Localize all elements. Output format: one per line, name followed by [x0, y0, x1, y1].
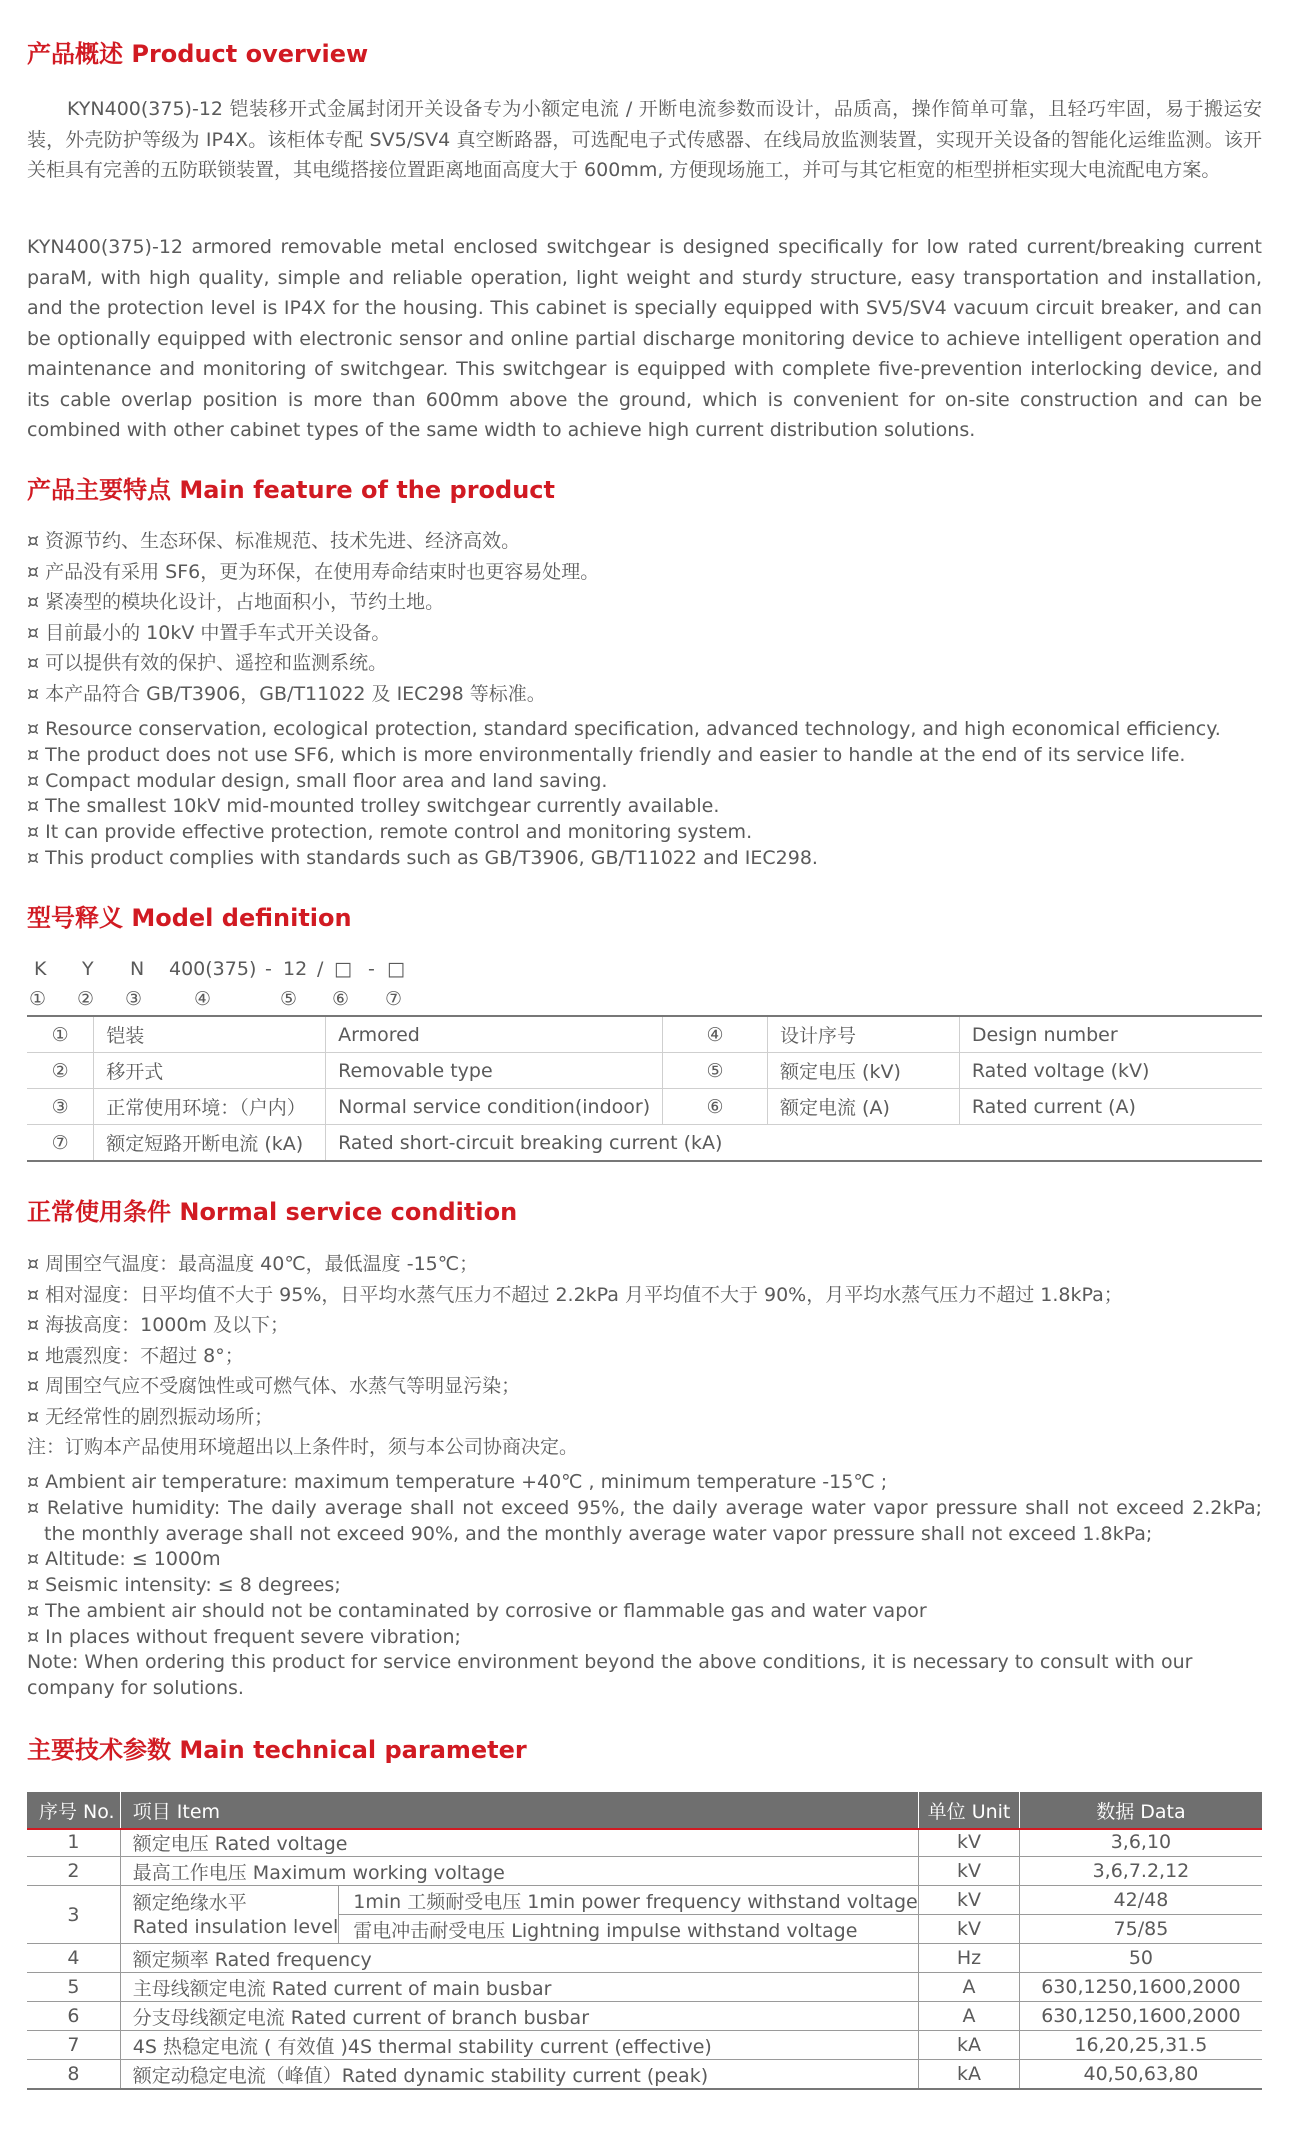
list-item: ¤ 产品没有采用 SF6，更为环保，在使用寿命结束时也更容易处理。 [27, 560, 600, 583]
model-code-part: □ [387, 958, 405, 980]
table-cell: 1min 工频耐受电压 1min power frequency withstand voltage [339, 1886, 919, 1915]
table-cell: 雷电冲击耐受电压 Lightning impulse withstand voltage [339, 1915, 919, 1944]
table-row [27, 1053, 1262, 1089]
table-cell: Rated current (A) [959, 1089, 1262, 1125]
table-cell: 主母线额定电流 Rated current of main busbar [120, 1973, 918, 2002]
table-cell: ⑤ [663, 1053, 768, 1089]
table-cell: 16,20,25,31.5 [1019, 2031, 1262, 2060]
features-title: 产品主要特点 Main feature of the product [27, 476, 555, 504]
list-item: ¤ Altitude: ≤ 1000m [27, 1548, 221, 1571]
table-cell: kV [919, 1915, 1020, 1944]
header-underline-divider [27, 1828, 1262, 1830]
table-cell: 6 [27, 2002, 120, 2031]
list-item: ¤ 目前最小的 10kV 中置手车式开关设备。 [27, 621, 391, 644]
model-code-number: ⑥ [332, 988, 350, 1010]
table-cell: 630,1250,1600,2000 [1019, 2002, 1262, 2031]
table-cell: 3,6,10 [1019, 1828, 1262, 1857]
model-code-number: ① [29, 988, 47, 1010]
model-definition-table [27, 1015, 1262, 1162]
table-cell: 正常使用环境：（户内） [94, 1089, 326, 1125]
list-item: ¤ Seismic intensity: ≤ 8 degrees; [27, 1574, 341, 1597]
table-cell: 4 [27, 1944, 120, 1973]
table-row [27, 2002, 1262, 2031]
table-row [27, 1944, 1262, 1973]
table-cell: 额定频率 Rated frequency [120, 1944, 918, 1973]
table-cell: kA [919, 2031, 1020, 2060]
table-cell: 3,6,7.2,12 [1019, 1857, 1262, 1886]
table-cell: 1 [27, 1828, 120, 1857]
table-cell: ② [27, 1053, 94, 1089]
table-cell: 额定短路开断电流 (kA) [94, 1125, 326, 1162]
table-cell: 设计序号 [768, 1016, 960, 1053]
model-code-part: - [368, 958, 375, 980]
table-cell [120, 1886, 338, 1944]
table-cell: 7 [27, 2031, 120, 2060]
model-code-number: ④ [194, 988, 212, 1010]
model-code-number: ⑤ [280, 988, 298, 1010]
table-row [27, 2060, 1262, 2090]
table-cell: ⑦ [27, 1125, 94, 1162]
column-header: 项目 Item [120, 1792, 918, 1828]
table-cell: kA [919, 2060, 1020, 2090]
table-cell: kV [919, 1857, 1020, 1886]
table-cell: 75/85 [1019, 1915, 1262, 1944]
model-code-part: - [265, 958, 272, 980]
table-cell: 2 [27, 1857, 120, 1886]
model-code-number: ② [77, 988, 95, 1010]
list-item: ¤ It can provide effective protection, remote control and monitoring system. [27, 821, 753, 844]
list-item: ¤ 相对湿度：日平均值不大于 95%，日平均水蒸气压力不超过 2.2kPa 月平均值不大于 90%，月平均水蒸气压力不超过 1.8kPa； [27, 1283, 1123, 1306]
service-en-note: Note: When ordering this product for service environment beyond the above conditions, it is necessary to consult with our company for solutions. [27, 1651, 1193, 1699]
list-item: ¤ The ambient air should not be contaminated by corrosive or flammable gas and water vapor [27, 1599, 927, 1622]
item-cn-label: 额定绝缘水平 [132, 1891, 247, 1914]
list-item: ¤ The smallest 10kV mid-mounted trolley switchgear currently available. [27, 795, 720, 818]
model-code-number: ⑦ [385, 988, 403, 1010]
model-code-numbers [27, 988, 447, 1016]
table-cell: 50 [1019, 1944, 1262, 1973]
list-item: ¤ 海拔高度：1000m 及以下； [27, 1314, 290, 1336]
table-cell: 5 [27, 1973, 120, 2002]
features-en-list [27, 717, 1262, 872]
overview-title: 产品概述 Product overview [27, 40, 369, 68]
table-cell: Normal service condition(indoor) [326, 1089, 663, 1125]
model-code-part: / [317, 958, 324, 980]
table-row [27, 1016, 1262, 1053]
table-cell: kV [919, 1886, 1020, 1915]
table-row [27, 1886, 1262, 1915]
list-item: ¤ Relative humidity: The daily average shall not exceed 95%, the daily average water vapor pressure shall not exceed 2.2kPa; the monthly average shall not exceed 90%, and the monthly average water vapor pressure shall not exceed 1.8kPa; [27, 1496, 1262, 1545]
table-row [27, 1089, 1262, 1125]
service-en-list [27, 1470, 1262, 1651]
table-cell: 额定动稳定电流（峰值）Rated dynamic stability current (peak) [120, 2060, 918, 2090]
model-code-part: 12 [283, 958, 308, 980]
table-cell: ① [27, 1016, 94, 1053]
table-cell: Hz [919, 1944, 1020, 1973]
table-row [27, 2031, 1262, 2060]
service-title: 正常使用条件 Normal service condition [27, 1198, 518, 1226]
table-cell: 3 [27, 1886, 120, 1944]
table-cell: 最高工作电压 Maximum working voltage [120, 1857, 918, 1886]
table-cell: 分支母线额定电流 Rated current of branch busbar [120, 2002, 918, 2031]
list-item: ¤ Ambient air temperature: maximum temperature +40℃ , minimum temperature -15℃ ; [27, 1471, 888, 1493]
model-code-part: 400(375) [169, 958, 257, 980]
table-cell: 额定电压 (kV) [768, 1053, 960, 1089]
list-item: ¤ 无经常性的剧烈振动场所； [27, 1405, 274, 1428]
model-code-part: □ [334, 958, 352, 980]
table-cell: kV [919, 1828, 1020, 1857]
model-code [27, 958, 447, 988]
table-row [27, 1828, 1262, 1857]
table-cell: Rated short-circuit breaking current (kA) [326, 1125, 1262, 1162]
table-cell: ⑥ [663, 1089, 768, 1125]
overview-cn-text: KYN400(375)-12 铠装移开式金属封闭开关设备专为小额定电流 / 开断电流参数而设计，品质高，操作简单可靠，且轻巧牢固，易于搬运安装，外壳防护等级为 IP4X。该柜体专配 SV5/SV4 真空断路器，可选配电子式传感器、在线局放监测装置，实现开关设备的智能化运维监测。该开关柜具有完善的五防联锁装置，其电缆搭接位置距离地面高度大于 600mm, 方便现场施工，并可与其它柜宽的柜型拼柜实现大电流配电方案。 [27, 98, 1262, 181]
list-item: ¤ The product does not use SF6, which is more environmentally friendly and easier to handle at the end of its service life. [27, 743, 1186, 766]
table-header-row [27, 1792, 1262, 1828]
table-cell: 额定电压 Rated voltage [120, 1828, 918, 1857]
column-header: 序号 No. [27, 1792, 120, 1828]
model-code-number: ③ [125, 988, 143, 1010]
column-header: 单位 Unit [919, 1792, 1020, 1828]
model-code-part: K [34, 958, 47, 980]
list-item: ¤ 周围空气应不受腐蚀性或可燃气体、水蒸气等明显污染； [27, 1375, 521, 1397]
table-row [27, 1857, 1262, 1886]
table-cell: ③ [27, 1089, 94, 1125]
table-cell: Removable type [326, 1053, 663, 1089]
list-item: ¤ Compact modular design, small floor area and land saving. [27, 769, 608, 792]
list-item: 注：订购本产品使用环境超出以上条件时，须与本公司协商决定。 [27, 1436, 579, 1458]
table-cell: 额定电流 (A) [768, 1089, 960, 1125]
tech-parameter-table [27, 1792, 1262, 2090]
table-cell: ④ [663, 1016, 768, 1053]
list-item: ¤ This product complies with standards such as GB/T3906, GB/T11022 and IEC298. [27, 846, 818, 869]
overview-en-text: KYN400(375)-12 armored removable metal enclosed switchgear is designed specifically for low rated current/breaking current paraM, with high quality, simple and reliable operation, light weight and sturdy structure, easy transportation and installation, and the protection level is IP4X for the housing. This cabinet is specially equipped with SV5/SV4 vacuum circuit breaker, and can be optionally equipped with electronic sensor and online partial discharge monitoring device to achieve intelligent operation and maintenance and monitoring of switchgear. This switchgear is equipped with complete five-prevention interlocking device, and its cable overlap position is more than 600mm above the ground, which is convenient for on-site construction and can be combined with other cabinet types of the same width to achieve high current distribution solutions. [27, 236, 1262, 441]
service-cn-list [27, 1249, 1262, 1463]
table-cell: 铠装 [94, 1016, 326, 1053]
table-cell: 42/48 [1019, 1886, 1262, 1915]
model-code-part: Y [82, 958, 94, 980]
list-item: ¤ 可以提供有效的保护、遥控和监测系统。 [27, 652, 388, 674]
table-cell: Rated voltage (kV) [959, 1053, 1262, 1089]
tech-title: 主要技术参数 Main technical parameter [27, 1736, 527, 1764]
column-header: 数据 Data [1019, 1792, 1262, 1828]
table-cell: 8 [27, 2060, 120, 2090]
table-cell: 移开式 [94, 1053, 326, 1089]
list-item: ¤ 紧凑型的模块化设计，占地面积小，节约土地。 [27, 591, 445, 613]
list-item: ¤ Resource conservation, ecological protection, standard specification, advanced technology, and high economical efficiency. [27, 718, 1221, 740]
model-title: 型号释义 Model definition [27, 904, 352, 932]
features-cn-list [27, 526, 1262, 709]
table-cell: 630,1250,1600,2000 [1019, 1973, 1262, 2002]
table-cell: Design number [959, 1016, 1262, 1053]
table-cell: A [919, 1973, 1020, 2002]
item-en-label: Rated insulation level [132, 1915, 339, 1938]
table-cell: 40,50,63,80 [1019, 2060, 1262, 2090]
table-row [27, 1973, 1262, 2002]
list-item: ¤ 周围空气温度：最高温度 40℃，最低温度 -15℃； [27, 1253, 479, 1275]
table-cell: 4S 热稳定电流 ( 有效值 )4S thermal stability current (effective) [120, 2031, 918, 2060]
list-item: ¤ 地震烈度：不超过 8°； [27, 1344, 244, 1367]
list-item: ¤ 资源节约、生态环保、标准规范、技术先进、经济高效。 [27, 530, 521, 552]
table-cell: A [919, 2002, 1020, 2031]
list-item: ¤ 本产品符合 GB/T3906，GB/T11022 及 IEC298 等标准。 [27, 682, 546, 705]
list-item: ¤ In places without frequent severe vibration; [27, 1625, 461, 1648]
table-cell: Armored [326, 1016, 663, 1053]
table-row [27, 1125, 1262, 1162]
model-code-part: N [130, 958, 145, 980]
